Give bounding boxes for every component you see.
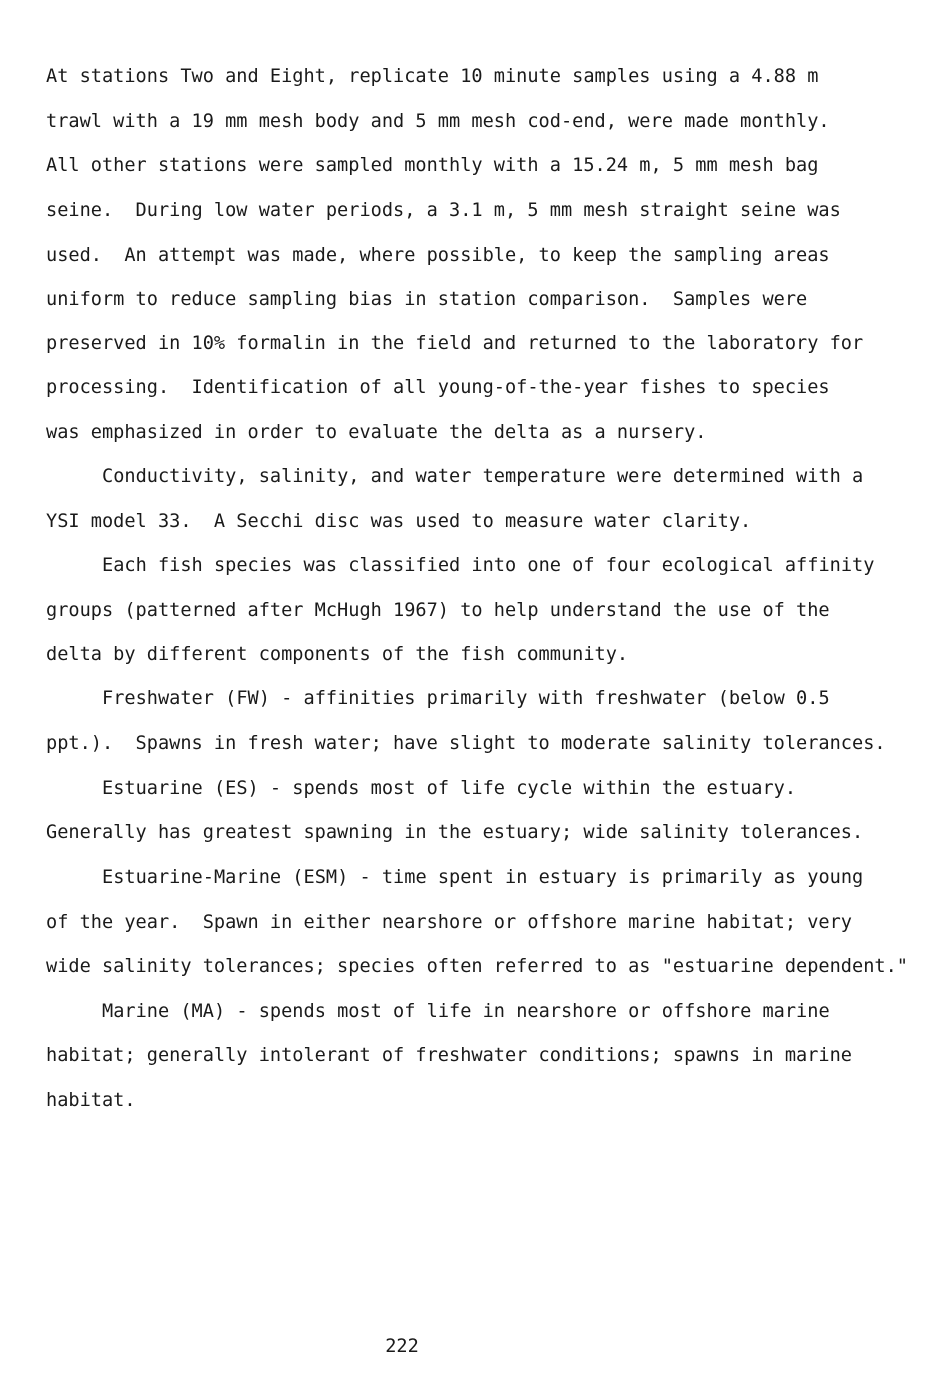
text-line-17: Estuarine (ES) - spends most of life cycle within the estuary.: [102, 778, 797, 799]
text-line-19: Estuarine-Marine (ESM) - time spent in estuary is primarily as young: [102, 867, 864, 888]
text-line-9: was emphasized in order to evaluate the delta as a nursery.: [46, 422, 707, 443]
text-line-23: habitat; generally intolerant of freshwater conditions; spawns in marine: [46, 1045, 852, 1066]
text-line-8: processing. Identification of all young-of-the-year fishes to species: [46, 377, 830, 398]
text-line-12: Each fish species was classified into one of four ecological affinity: [102, 555, 875, 576]
text-line-4: seine. During low water periods, a 3.1 m, 5 mm mesh straight seine was: [46, 200, 841, 221]
text-line-11: YSI model 33. A Secchi disc was used to measure water clarity.: [46, 511, 752, 532]
text-line-21: wide salinity tolerances; species often referred to as "estuarine dependent.": [46, 956, 908, 977]
text-line-13: groups (patterned after McHugh 1967) to help understand the use of the: [46, 600, 830, 621]
text-line-24: habitat.: [46, 1090, 136, 1111]
text-line-2: trawl with a 19 mm mesh body and 5 mm mesh cod-end, were made monthly.: [46, 111, 830, 132]
text-line-14: delta by different components of the fish community.: [46, 644, 629, 665]
text-line-18: Generally has greatest spawning in the estuary; wide salinity tolerances.: [46, 822, 864, 843]
text-line-5: used. An attempt was made, where possible, to keep the sampling areas: [46, 245, 830, 266]
text-line-10: Conductivity, salinity, and water temperature were determined with a: [102, 466, 864, 487]
text-line-7: preserved in 10% formalin in the field and returned to the laboratory for: [46, 333, 864, 354]
text-line-20: of the year. Spawn in either nearshore or offshore marine habitat; very: [46, 912, 852, 933]
text-line-3: All other stations were sampled monthly with a 15.24 m, 5 mm mesh bag: [46, 155, 819, 176]
text-line-1: At stations Two and Eight, replicate 10 minute samples using a 4.88 m: [46, 66, 819, 87]
page-number: 222: [385, 1336, 419, 1357]
text-line-22: Marine (MA) - spends most of life in nearshore or offshore marine: [102, 1001, 830, 1022]
text-line-15: Freshwater (FW) - affinities primarily with freshwater (below 0.5: [102, 688, 830, 709]
text-line-6: uniform to reduce sampling bias in station comparison. Samples were: [46, 289, 808, 310]
text-line-16: ppt.). Spawns in fresh water; have slight to moderate salinity tolerances.: [46, 733, 886, 754]
